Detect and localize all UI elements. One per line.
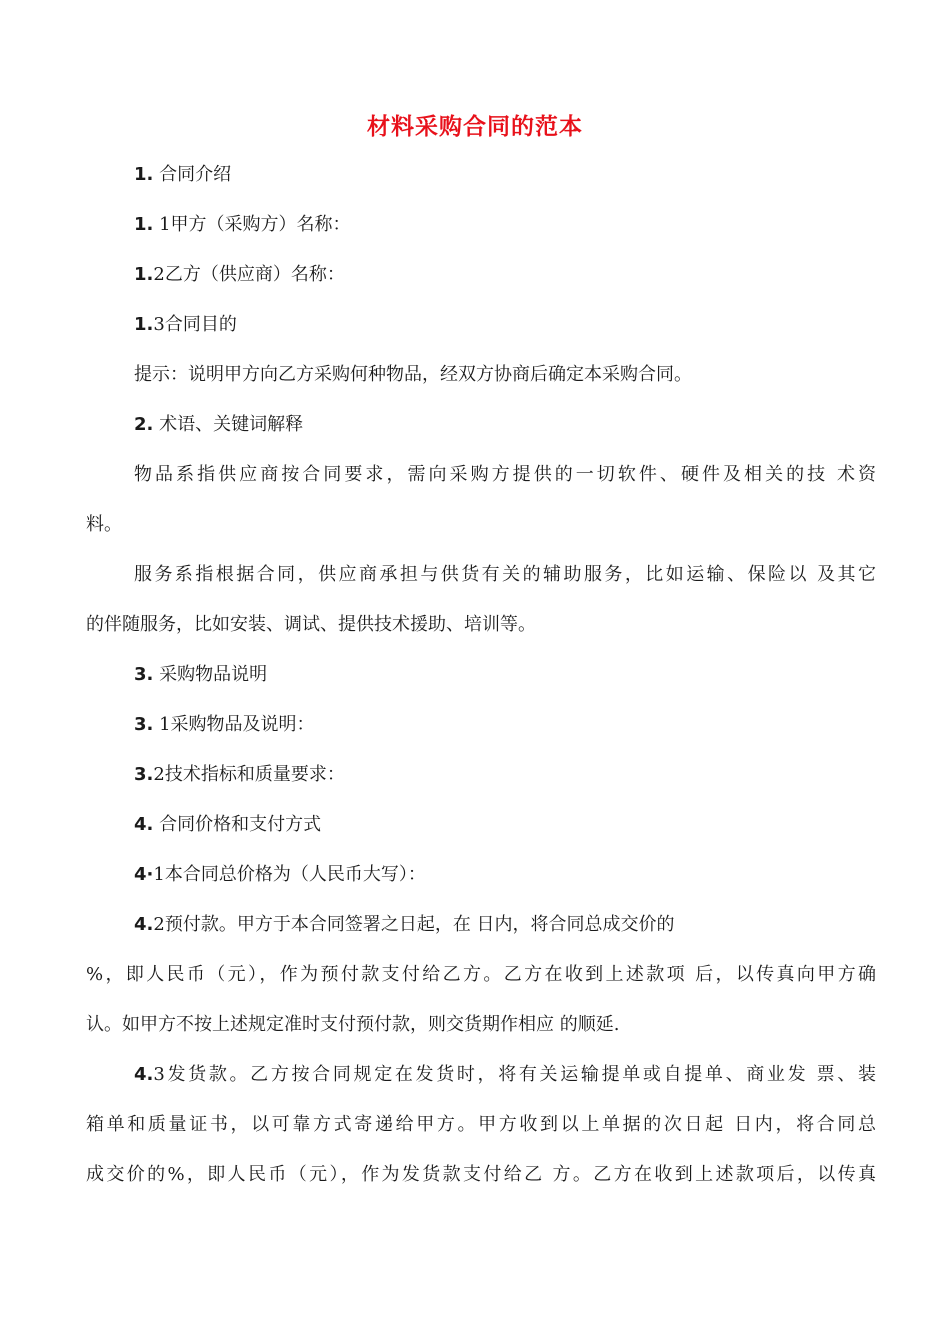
section-text: 3合同目的: [153, 314, 237, 335]
section-number: 4.: [134, 1064, 154, 1085]
section-number: 2.: [134, 414, 154, 435]
section-text: 1本合同总价格为（人民币大写）：: [153, 864, 426, 885]
section-text: 合同介绍: [159, 164, 232, 185]
paragraph-line: 箱单和质量证书，以可靠方式寄递给甲方。甲方收到以上单据的次日起 日内，将合同总: [86, 1114, 876, 1135]
section-text: 3发货款。乙方按合同规定在发货时，将有关运输提单或自提单、商业发 票、装: [153, 1064, 876, 1085]
section-heading: [86, 750, 876, 800]
section-number: 3.: [134, 664, 154, 685]
paragraph-line: 的伴随服务，比如安装、调试、提供技术援助、培训等。: [86, 614, 536, 635]
document-body: [86, 150, 876, 1200]
section-heading: [86, 700, 876, 750]
section-heading: [86, 200, 876, 250]
section-number: 1.: [134, 314, 154, 335]
section-heading: [86, 800, 876, 850]
section-number: 3.: [134, 714, 154, 735]
paragraph-line: 成交价的%，即人民币（元），作为发货款支付给乙 方。乙方在收到上述款项后，以传真: [86, 1164, 876, 1185]
section-text: 采购物品说明: [159, 664, 268, 685]
document-title: 材料采购合同的范本: [367, 114, 583, 140]
section-heading: [86, 150, 876, 200]
section-number: 4.: [134, 914, 154, 935]
paragraph-line: 料。: [86, 514, 122, 535]
paragraph-line: [86, 1050, 876, 1100]
section-number: 4·: [134, 864, 154, 885]
section-text: 1甲方（采购方）名称：: [159, 214, 351, 235]
section-text: 2乙方（供应商）名称：: [153, 264, 345, 285]
section-number: 4.: [134, 814, 154, 835]
paragraph-line: 物品系指供应商按合同要求，需向采购方提供的一切软件、硬件及相关的技 术资: [134, 464, 876, 485]
section-heading: [86, 850, 876, 900]
paragraph-line: [86, 900, 876, 950]
section-text: 提示：说明甲方向乙方采购何种物品，经双方协商后确定本采购合同。: [134, 364, 692, 385]
section-number: 1.: [134, 264, 154, 285]
section-number: 1.: [134, 214, 154, 235]
section-text: 2预付款。甲方于本合同签署之日起，在 日内，将合同总成交价的: [153, 914, 675, 935]
paragraph-line: 服务系指根据合同，供应商承担与供货有关的辅助服务，比如运输、保险以 及其它: [134, 564, 876, 585]
section-number: 1.: [134, 164, 154, 185]
section-number: 3.: [134, 764, 154, 785]
hint-text: [86, 350, 876, 400]
section-heading: [86, 300, 876, 350]
paragraph-line: 认。如甲方不按上述规定准时支付预付款，则交货期作相应 的顺延.: [86, 1014, 620, 1035]
section-text: 术语、关键词解释: [159, 414, 304, 435]
section-heading: [86, 650, 876, 700]
section-text: 合同价格和支付方式: [159, 814, 322, 835]
paragraph-line: %，即人民币（元），作为预付款支付给乙方。乙方在收到上述款项 后，以传真向甲方确: [86, 964, 876, 985]
section-heading: [86, 400, 876, 450]
section-text: 1采购物品及说明：: [159, 714, 315, 735]
section-heading: [86, 250, 876, 300]
section-text: 2技术指标和质量要求：: [153, 764, 345, 785]
